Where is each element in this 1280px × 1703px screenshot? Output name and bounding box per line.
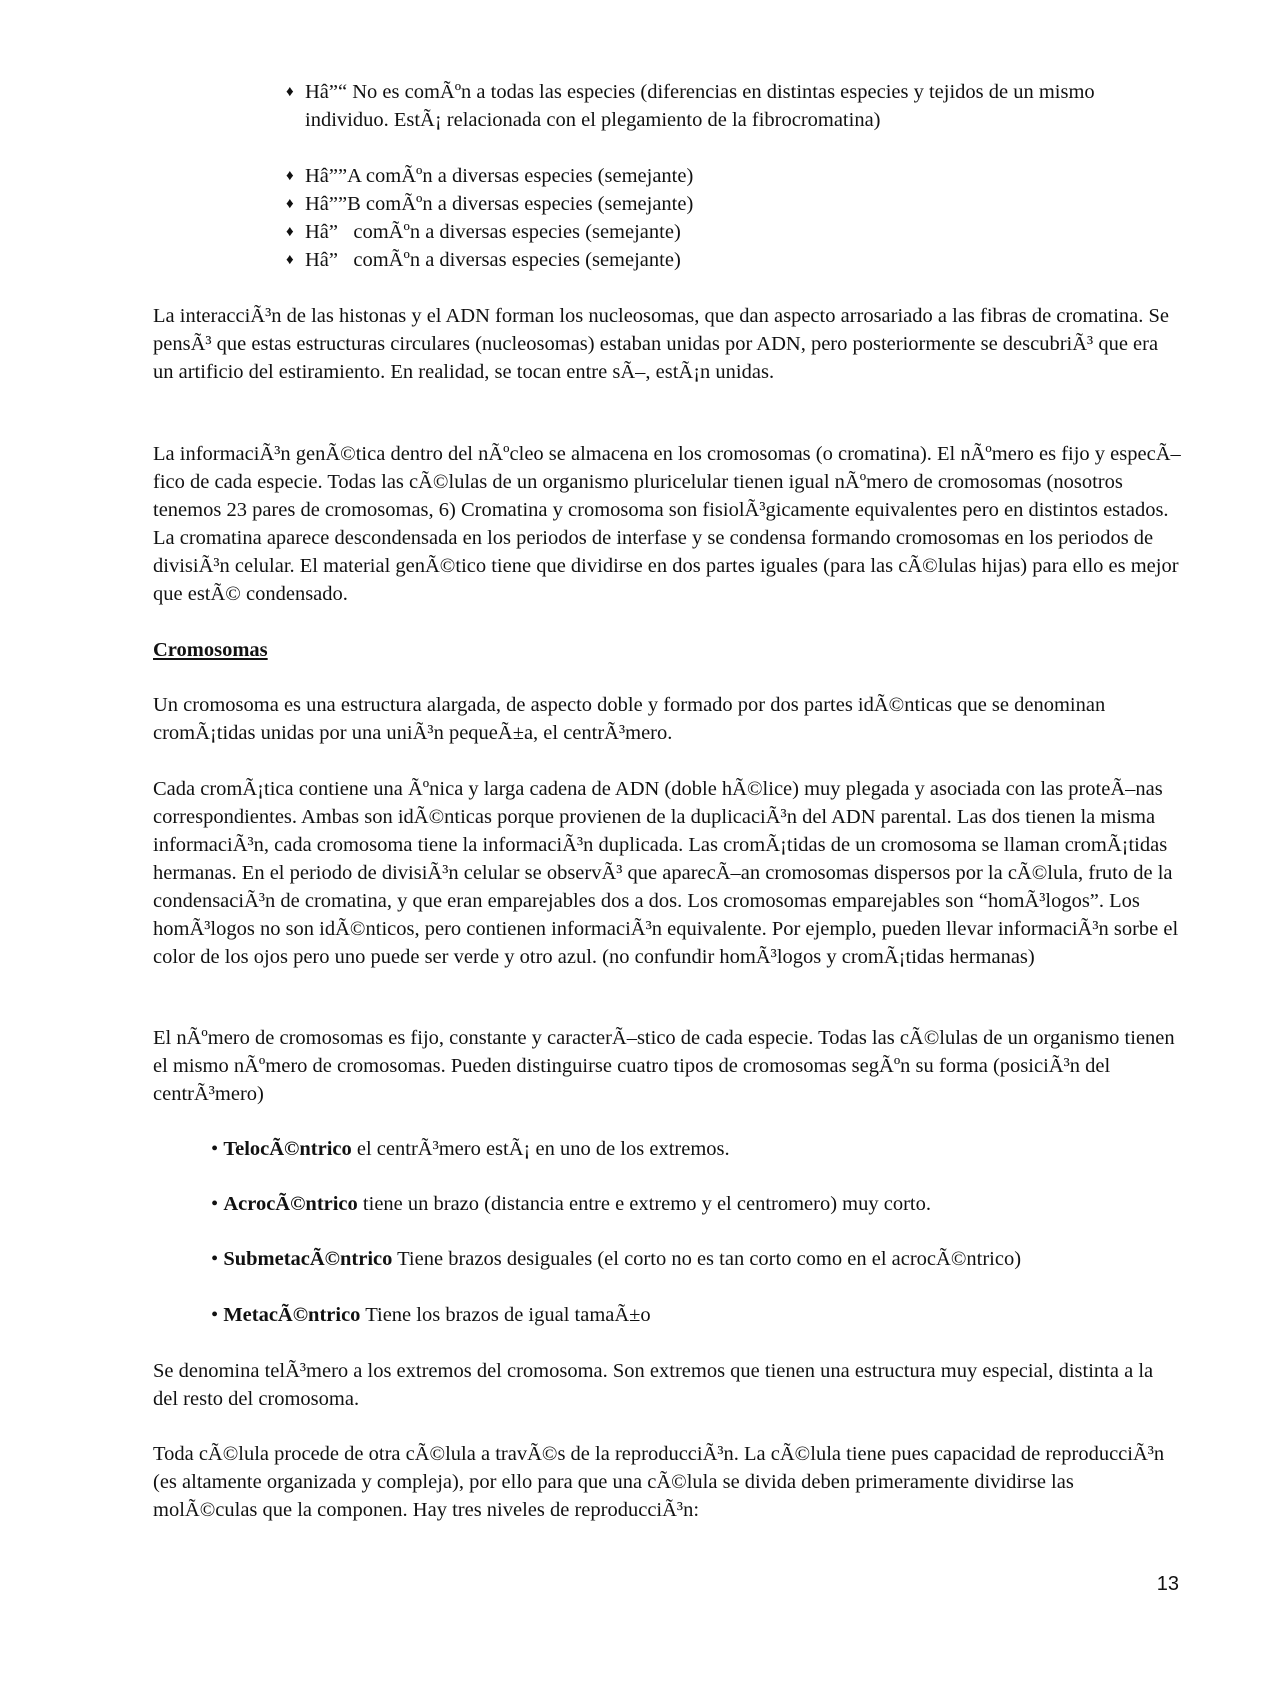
type-term: SubmetacÃ©ntrico bbox=[223, 1248, 393, 1270]
list-item bbox=[286, 218, 1166, 246]
diamond-bullet-icon: ♦ bbox=[286, 224, 294, 240]
diamond-bullet-icon: ♦ bbox=[286, 168, 294, 184]
list-item-text: Hâ””B comÃºn a diversas especies (semejante) bbox=[305, 193, 694, 215]
list-item-text: Hâ” comÃºn a diversas especies (semejante) bbox=[305, 221, 681, 243]
histone-list bbox=[286, 78, 1166, 274]
list-item-text: Hâ””A comÃºn a diversas especies (semejante) bbox=[305, 165, 694, 187]
list-item bbox=[286, 190, 1166, 218]
type-term: AcrocÃ©ntrico bbox=[223, 1193, 358, 1215]
list-item bbox=[211, 1190, 1191, 1218]
type-term: MetacÃ©ntrico bbox=[223, 1304, 361, 1326]
diamond-bullet-icon: ♦ bbox=[286, 196, 294, 212]
paragraph-reproduction: Toda cÃ©lula procede de otra cÃ©lula a travÃ©s de la reproducciÃ³n. La cÃ©lula tiene pues capacidad de reproducciÃ³n (es altamente organizada y compleja), por ello para que una cÃ©lula se divida deben primeramente dividirse las molÃ©culas que la componen. Hay tres niveles de reproducciÃ³n: bbox=[153, 1443, 1165, 1521]
bullet-icon: • bbox=[211, 1248, 219, 1270]
diamond-bullet-icon: ♦ bbox=[286, 84, 294, 100]
paragraph-nucleosomes: La interacciÃ³n de las histonas y el ADN forman los nucleosomas, que dan aspecto arrosariado a las fibras de cromatina. Se pensÃ³ que estas estructuras circulares (nucleosomas) estaban unidas por ADN, pero posteriormente se descubriÃ³ que era un artificio del estiramiento. En realidad, se tocan entre sÃ–, estÃ¡n unidas. bbox=[153, 305, 1170, 383]
list-item bbox=[286, 78, 1166, 134]
type-description: Tiene los brazos de igual tamaÃ±o bbox=[365, 1304, 651, 1326]
paragraph-chromosome-definition: Un cromosoma es una estructura alargada, de aspecto doble y formado por dos partes idÃ©nticas que se denominan cromÃ¡tidas unidas por una uniÃ³n pequeÃ±a, el centrÃ³mero. bbox=[153, 694, 1106, 744]
list-item bbox=[211, 1245, 1191, 1273]
list-item-text: Hâ” comÃºn a diversas especies (semejante) bbox=[305, 249, 681, 271]
list-item bbox=[211, 1135, 1191, 1163]
type-description: el centrÃ³mero estÃ¡ en uno de los extremos. bbox=[356, 1138, 730, 1160]
list-item bbox=[211, 1301, 1191, 1329]
bullet-icon: • bbox=[211, 1193, 219, 1215]
list-item-text: Hâ”“ No es comÃºn a todas las especies (diferencias en distintas especies y tejidos de un mismo individuo. EstÃ¡ relacionada con el plegamiento de la fibrocromatina) bbox=[305, 81, 1095, 131]
bullet-icon: • bbox=[211, 1304, 219, 1326]
diamond-bullet-icon: ♦ bbox=[286, 252, 294, 268]
paragraph-chromatid: Cada cromÃ¡tica contiene una Ãºnica y larga cadena de ADN (doble hÃ©lice) muy plegada y asociada con las proteÃ–nas correspondientes. Ambas son idÃ©nticas porque provienen de la duplicaciÃ³n del ADN parental. Las dos tienen la misma informaciÃ³n, cada cromosoma tiene la informaciÃ³n duplicada. Las cromÃ¡tidas de un cromosoma se llaman cromÃ¡tidas hermanas. En el periodo de divisiÃ³n celular se observÃ³ que aparecÃ–an cromosomas dispersos por la cÃ©lula, fruto de la condensaciÃ³n de cromatina, y que eran emparejables dos a dos. Los cromosomas emparejables son “homÃ³logos”. Los homÃ³logos no son idÃ©nticos, pero contienen informaciÃ³n equivalente. Por ejemplo, pueden llevar informaciÃ³n sorbe el color de los ojos pero uno puede ser verde y otro azul. (no confundir homÃ³logos y cromÃ¡tidas hermanas) bbox=[153, 778, 1179, 968]
type-term: TelocÃ©ntrico bbox=[223, 1138, 352, 1160]
paragraph-chromosome-number: El nÃºmero de cromosomas es fijo, constante y caracterÃ–stico de cada especie. Todas las cÃ©lulas de un organismo tienen el mismo nÃºmero de cromosomas. Pueden distinguirse cuatro tipos de cromosomas segÃºn su forma (posiciÃ³n del centrÃ³mero) bbox=[153, 1027, 1175, 1105]
paragraph-telomere: Se denomina telÃ³mero a los extremos del cromosoma. Son extremos que tienen una estructura muy especial, distinta a la del resto del cromosoma. bbox=[153, 1360, 1154, 1410]
section-heading: Cromosomas bbox=[153, 639, 268, 661]
type-description: tiene un brazo (distancia entre e extremo y el centromero) muy corto. bbox=[362, 1193, 931, 1215]
type-description: Tiene brazos desiguales (el corto no es tan corto como en el acrocÃ©ntrico) bbox=[397, 1248, 1022, 1270]
list-item bbox=[286, 162, 1166, 190]
page-number: 13 bbox=[1156, 1573, 1179, 1595]
list-item bbox=[286, 246, 1166, 274]
bullet-icon: • bbox=[211, 1138, 219, 1160]
paragraph-genetic-info: La informaciÃ³n genÃ©tica dentro del nÃºcleo se almacena en los cromosomas (o cromatina). El nÃºmero es fijo y especÃ–fico de cada especie. Todas las cÃ©lulas de un organismo pluricelular tienen igual nÃºmero de cromosomas (nosotros tenemos 23 pares de cromosomas, 6) Cromatina y cromosoma son fisiolÃ³gicamente equivalentes pero en distintos estados. La cromatina aparece descondensada en los periodos de interfase y se condensa formando cromosomas en los periodos de divisiÃ³n celular. El material genÃ©tico tiene que dividirse en dos partes iguales (para las cÃ©lulas hijas) para ello es mejor que estÃ© condensado. bbox=[153, 443, 1181, 605]
